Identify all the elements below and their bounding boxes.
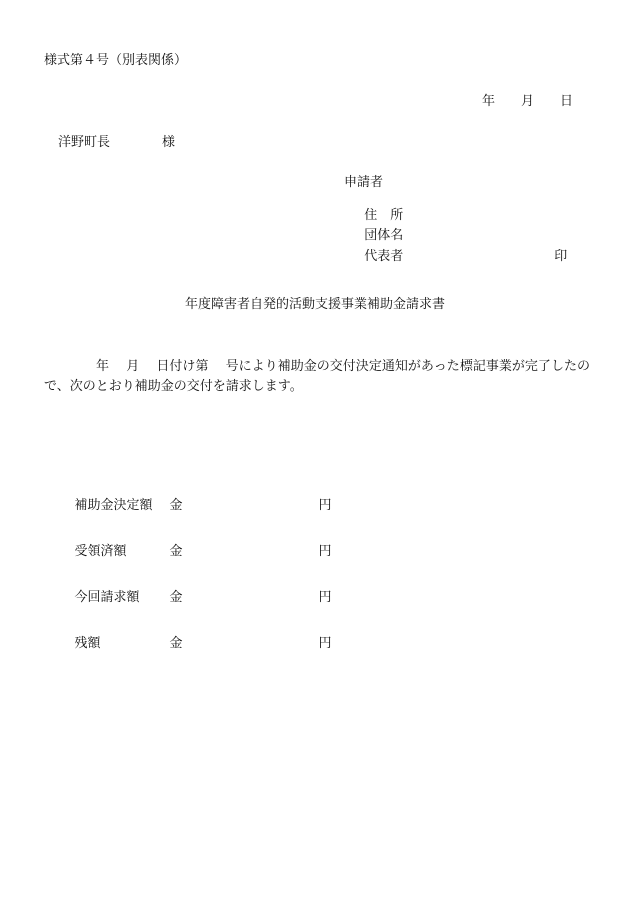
amount-suffix: 円 — [318, 544, 332, 559]
amount-prefix: 金 — [169, 636, 183, 651]
representative-label: 代表者 — [364, 249, 404, 264]
amount-label: 受領済額 — [74, 544, 127, 559]
amount-prefix: 金 — [169, 544, 183, 559]
applicant-representative — [356, 237, 567, 263]
form-number: 様式第４号（別表関係） — [44, 53, 188, 68]
addressee: 洋野町長 様 — [58, 135, 176, 150]
amount-row-received — [58, 532, 332, 559]
amount-prefix: 金 — [169, 498, 183, 513]
amount-row-current — [58, 578, 332, 605]
group-label: 団体名 — [364, 228, 404, 243]
amount-prefix: 金 — [169, 590, 183, 605]
amount-label: 補助金決定額 — [74, 498, 153, 513]
amount-row-remaining — [58, 624, 332, 651]
amount-row-decided — [58, 486, 332, 513]
date-line: 年 月 日 — [482, 94, 574, 109]
amounts-list — [58, 460, 332, 657]
body-text: 年 月 日付け第 号により補助金の交付決定通知があった標記事業が完了したので、次のとおり補助金の交付を請求します。 — [44, 359, 590, 395]
amount-suffix: 円 — [318, 590, 332, 605]
amount-suffix: 円 — [318, 498, 332, 513]
applicant-heading: 申請者 — [344, 175, 384, 190]
amount-suffix: 円 — [318, 636, 332, 651]
request-body — [44, 357, 590, 397]
amount-label: 今回請求額 — [74, 590, 140, 605]
address-label: 住 所 — [364, 208, 404, 223]
seal-mark: 印 — [554, 249, 568, 264]
amount-label: 残額 — [74, 636, 101, 651]
document-title: 年度障害者自発的活動支援事業補助金請求書 — [184, 297, 445, 312]
